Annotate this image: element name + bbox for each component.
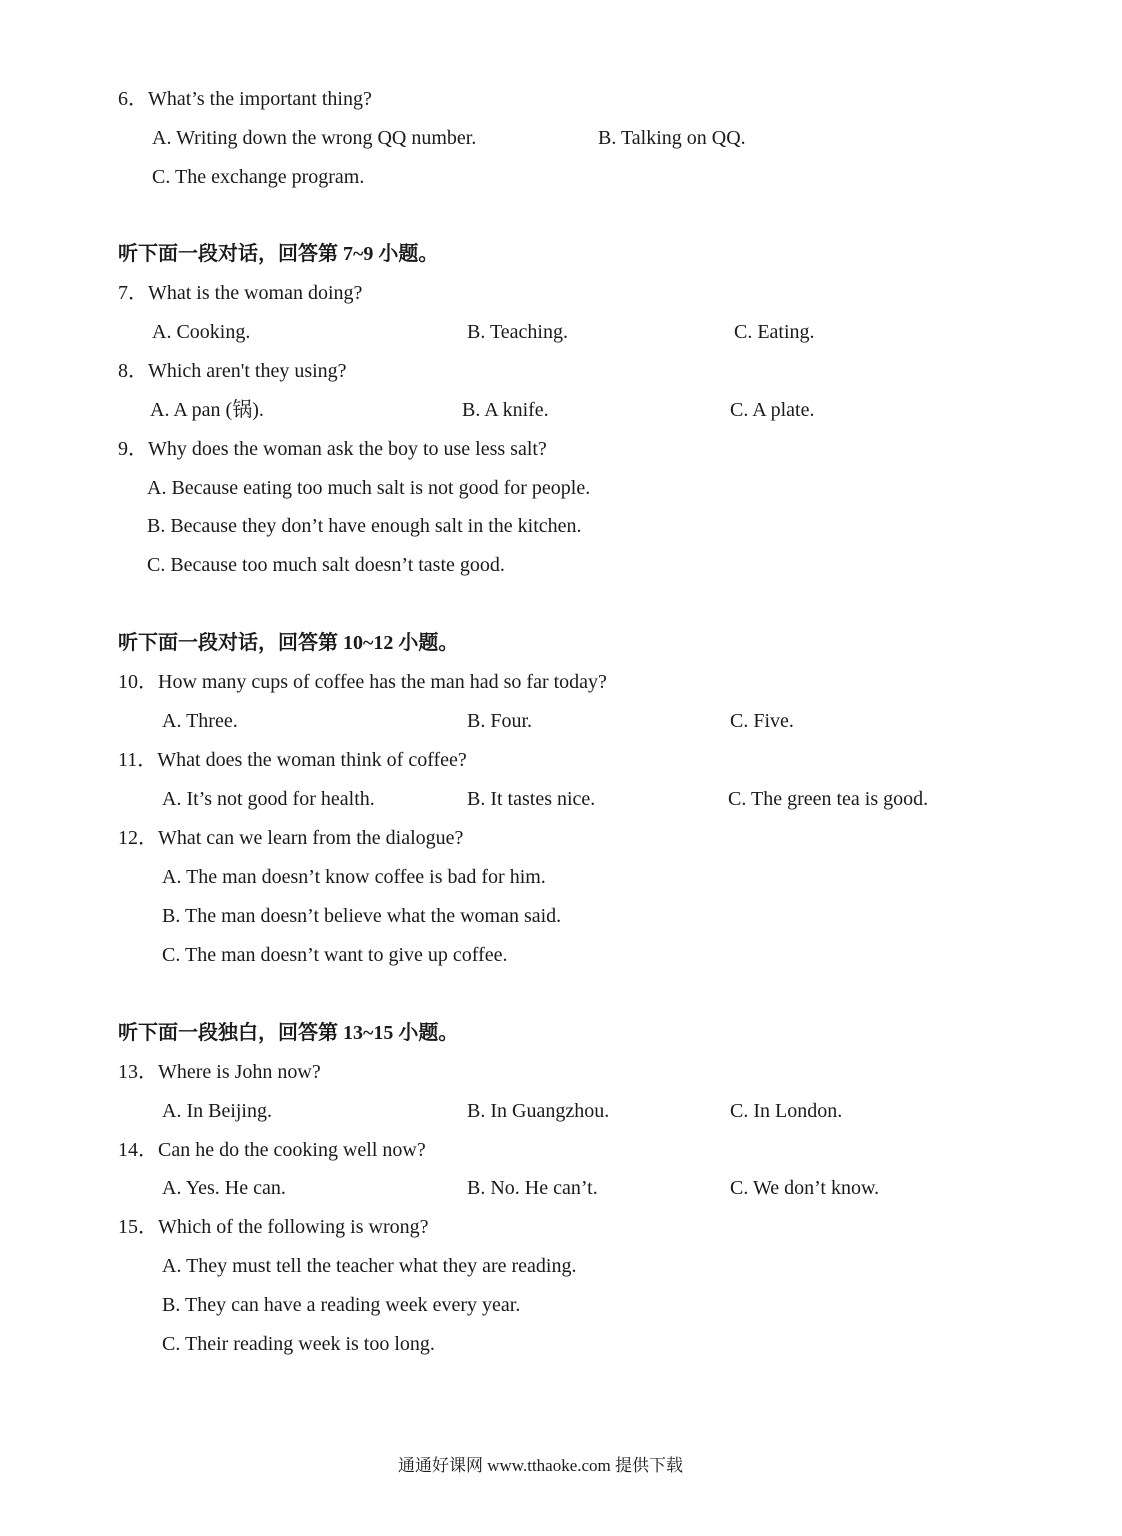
q9-option-c: C. Because too much salt doesn’t taste good. [147, 554, 505, 576]
page-footer: 通通好课网 www.tthaoke.com 提供下载 [398, 1456, 684, 1475]
q7-option-b: B. Teaching. [467, 321, 568, 343]
q10-option-a: A. Three. [162, 710, 238, 732]
question-6: 6．What’s the important thing? [118, 88, 372, 110]
q13-option-a: A. In Beijing. [162, 1100, 272, 1122]
q6-option-b: B. Talking on QQ. [598, 127, 746, 149]
section-heading-10-12: 听下面一段对话，回答第 10~12 小题。 [118, 632, 459, 654]
question-8: 8．Which aren't they using? [118, 360, 347, 382]
question-7: 7．What is the woman doing? [118, 282, 363, 304]
q14-option-b: B. No. He can’t. [467, 1177, 598, 1199]
question-12: 12．What can we learn from the dialogue? [118, 827, 464, 849]
question-9: 9．Why does the woman ask the boy to use less salt? [118, 438, 547, 460]
q11-option-c: C. The green tea is good. [728, 788, 929, 810]
question-10: 10．How many cups of coffee has the man had so far today? [118, 671, 607, 693]
q9-option-b: B. Because they don’t have enough salt in the kitchen. [147, 515, 582, 537]
q11-option-a: A. It’s not good for health. [162, 788, 375, 810]
q15-option-a: A. They must tell the teacher what they are reading. [162, 1255, 577, 1277]
q8-option-a: A. A pan (锅). [150, 399, 264, 421]
question-13: 13．Where is John now? [118, 1061, 321, 1083]
question-11: 11．What does the woman think of coffee? [118, 749, 467, 771]
q8-option-b: B. A knife. [462, 399, 549, 421]
q7-option-c: C. Eating. [734, 321, 815, 343]
q15-option-c: C. Their reading week is too long. [162, 1333, 435, 1355]
q10-option-c: C. Five. [730, 710, 794, 732]
q6-option-c: C. The exchange program. [152, 166, 365, 188]
question-14: 14．Can he do the cooking well now? [118, 1139, 426, 1161]
q10-option-b: B. Four. [467, 710, 533, 732]
q12-option-a: A. The man doesn’t know coffee is bad for him. [162, 866, 546, 888]
q7-option-a: A. Cooking. [152, 321, 251, 343]
q12-option-c: C. The man doesn’t want to give up coffee. [162, 944, 508, 966]
question-15: 15．Which of the following is wrong? [118, 1216, 429, 1238]
q14-option-c: C. We don’t know. [730, 1177, 880, 1199]
section-heading-13-15: 听下面一段独白，回答第 13~15 小题。 [118, 1022, 459, 1044]
section-heading-7-9: 听下面一段对话，回答第 7~9 小题。 [118, 243, 439, 265]
q8-option-c: C. A plate. [730, 399, 815, 421]
q12-option-b: B. The man doesn’t believe what the woman said. [162, 905, 562, 927]
q6-option-a: A. Writing down the wrong QQ number. [152, 127, 477, 149]
q15-option-b: B. They can have a reading week every year. [162, 1294, 521, 1316]
q13-option-b: B. In Guangzhou. [467, 1100, 610, 1122]
q13-option-c: C. In London. [730, 1100, 843, 1122]
q9-option-a: A. Because eating too much salt is not good for people. [147, 477, 591, 499]
q11-option-b: B. It tastes nice. [467, 788, 596, 810]
q14-option-a: A. Yes. He can. [162, 1177, 286, 1199]
